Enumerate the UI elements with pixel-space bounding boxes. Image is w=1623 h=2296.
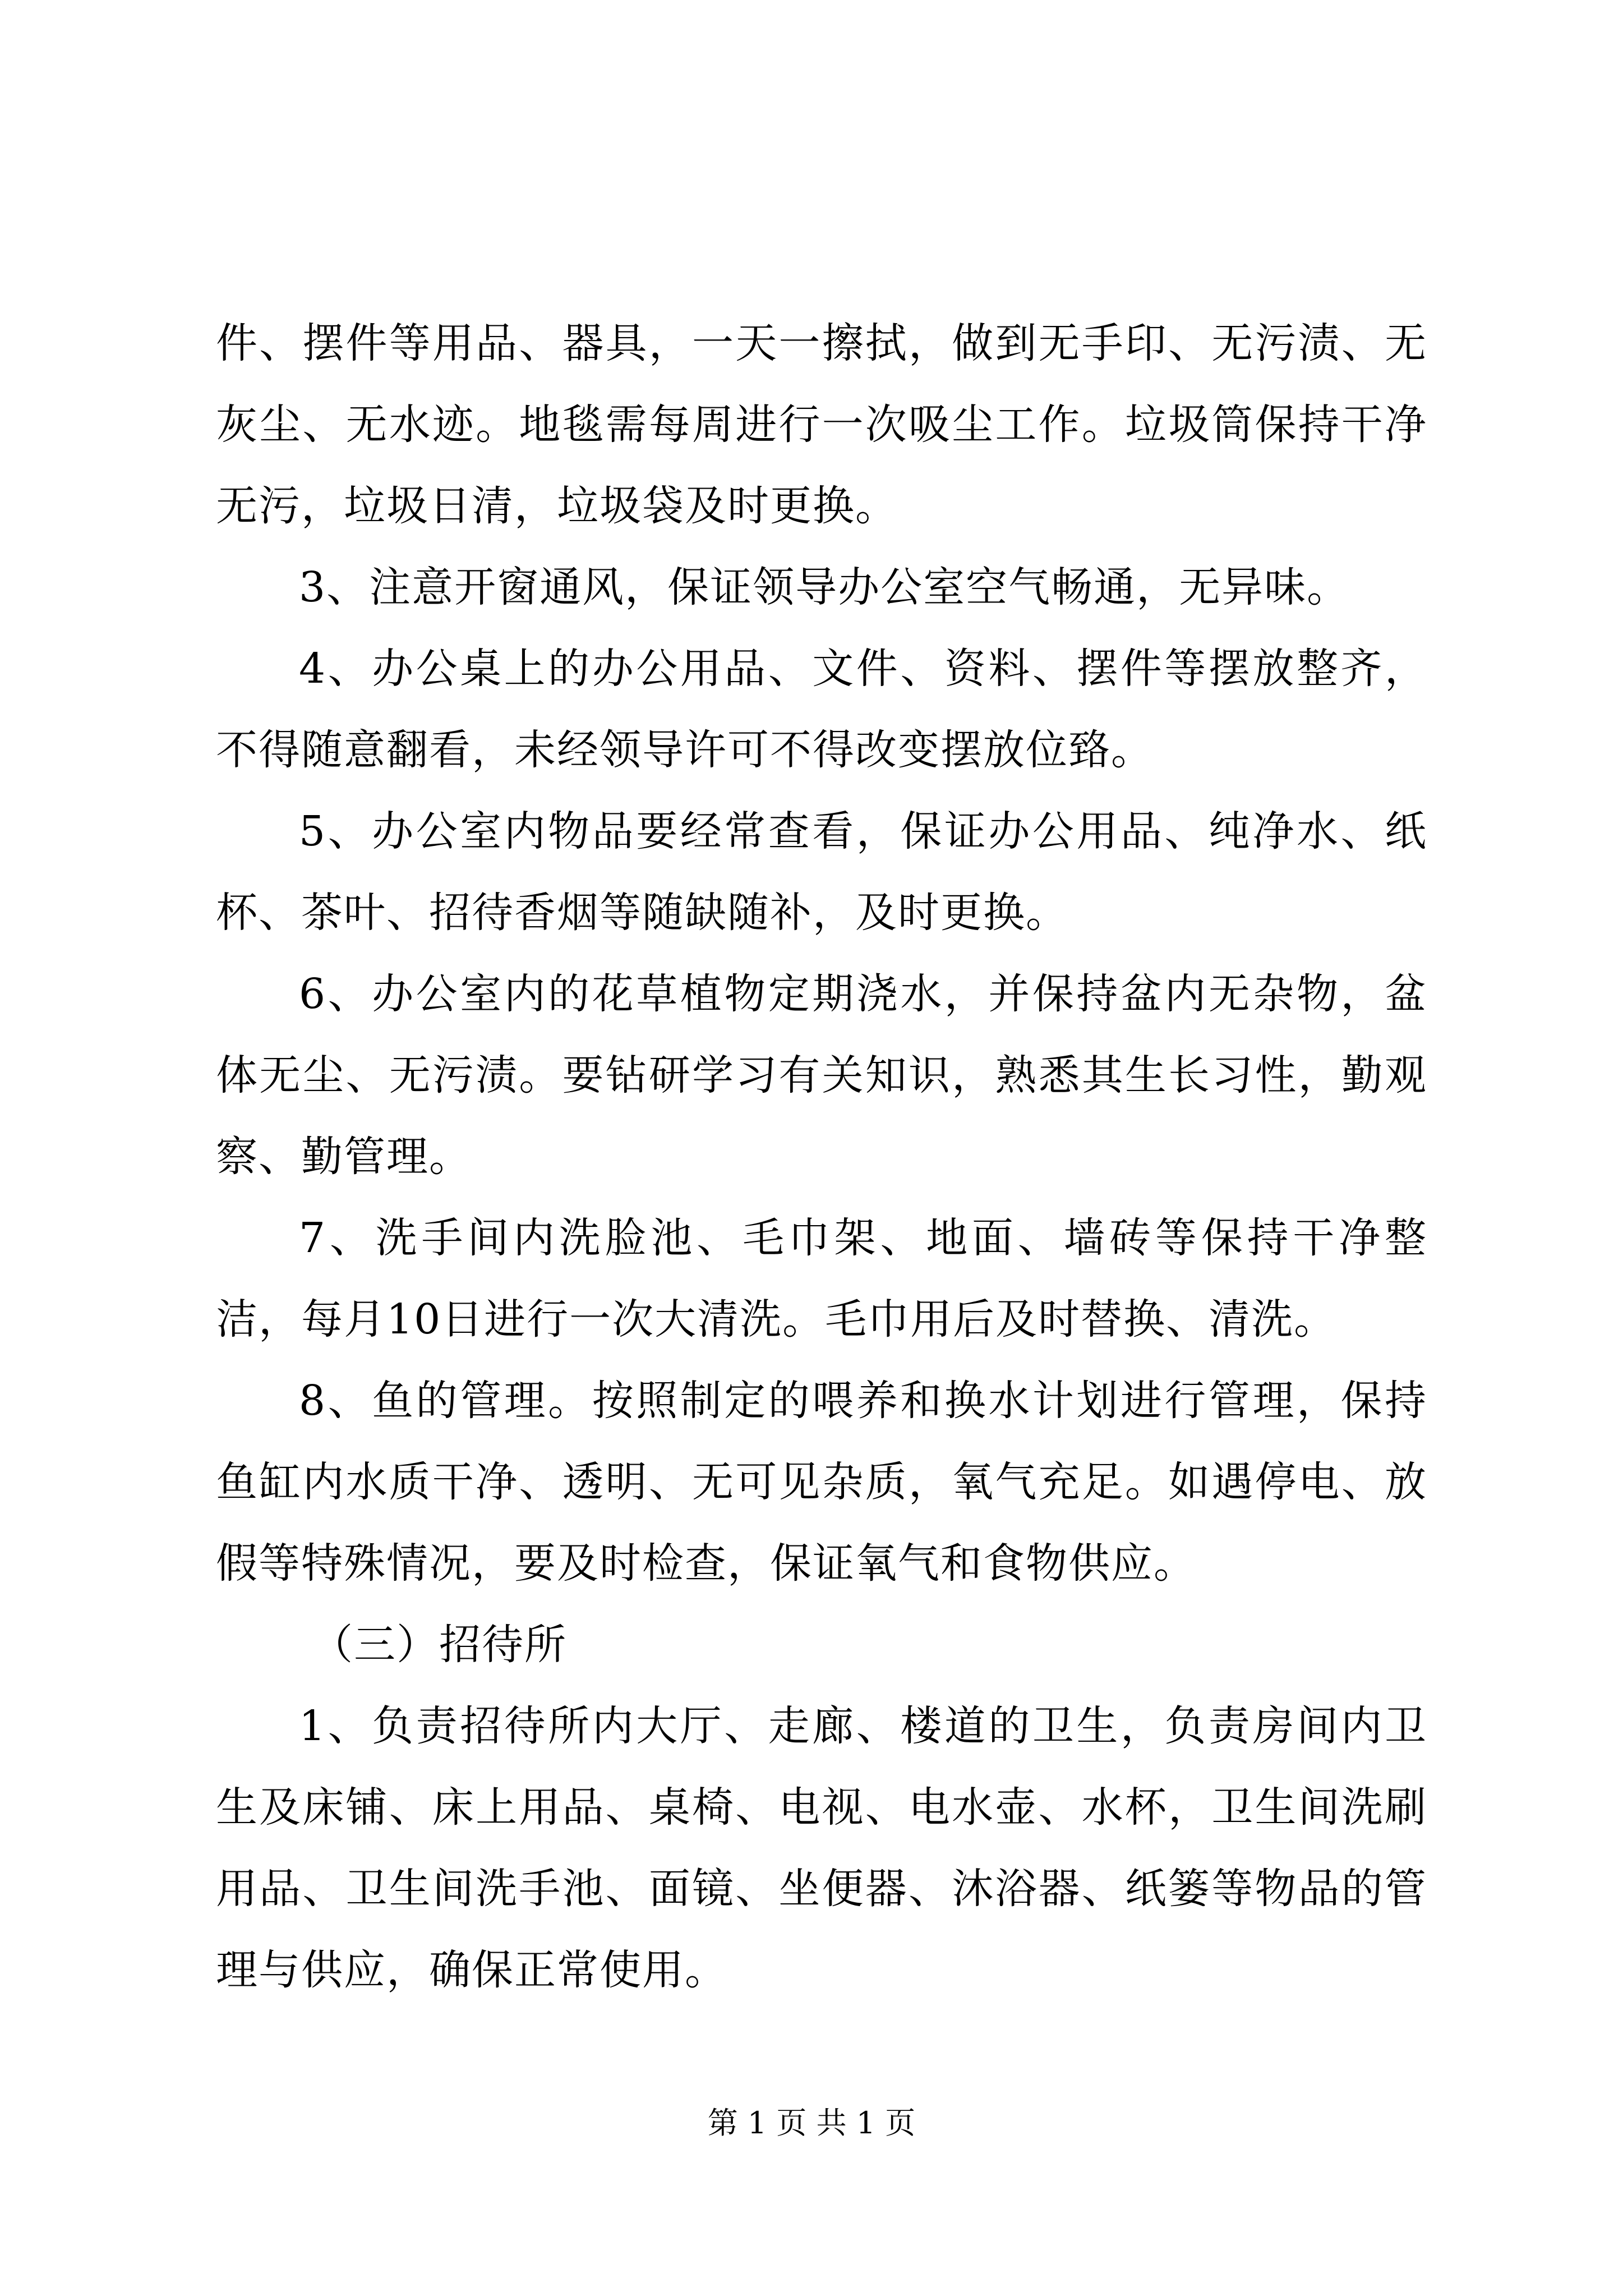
page-footer: 第 1 页 共 1 页 — [707, 2105, 916, 2141]
section-heading-guesthouse: （三）招待所 — [311, 1621, 567, 1669]
paragraph-item-6: 6、办公室内的花草植物定期浇水，并保持盆内无杂物，盆体无尘、无污渍。要钻研学习有关知识，熟悉其生长习性，勤观察、勤管理。 — [216, 970, 1427, 1181]
paragraph-item-3: 3、注意开窗通风，保证领导办公室空气畅通，无异味。 — [299, 563, 1350, 611]
document-body — [216, 303, 1427, 2011]
paragraph-item-7: 7、洗手间内洗脸池、毛巾架、地面、墙砖等保持干净整洁，每月10日进行一次大清洗。毛巾用后及时替换、清洗。 — [216, 1214, 1427, 1343]
paragraph-item-8: 8、鱼的管理。按照制定的喂养和换水计划进行管理，保持鱼缸内水质干净、透明、无可见杂质，氧气充足。如遇停电、放假等特殊情况，要及时检查，保证氧气和食物供应。 — [216, 1377, 1427, 1588]
paragraph-continuation: 件、摆件等用品、器具，一天一擦拭，做到无手印、无污渍、无灰尘、无水迹。地毯需每周进行一次吸尘工作。垃圾筒保持干净无污，垃圾日清，垃圾袋及时更换。 — [216, 319, 1427, 530]
paragraph-item-4: 4、办公桌上的办公用品、文件、资料、摆件等摆放整齐，不得随意翻看，未经领导许可不得改变摆放位臵。 — [216, 645, 1427, 774]
paragraph-item-5: 5、办公室内物品要经常查看，保证办公用品、纯净水、纸杯、茶叶、招待香烟等随缺随补，及时更换。 — [216, 807, 1427, 937]
paragraph-guesthouse-item-1: 1、负责招待所内大厅、走廊、楼道的卫生，负责房间内卫生及床铺、床上用品、桌椅、电视、电水壶、水杯，卫生间洗刷用品、卫生间洗手池、面镜、坐便器、沐浴器、纸篓等物品的管理与供应，确保正常使用。 — [216, 1702, 1427, 1994]
